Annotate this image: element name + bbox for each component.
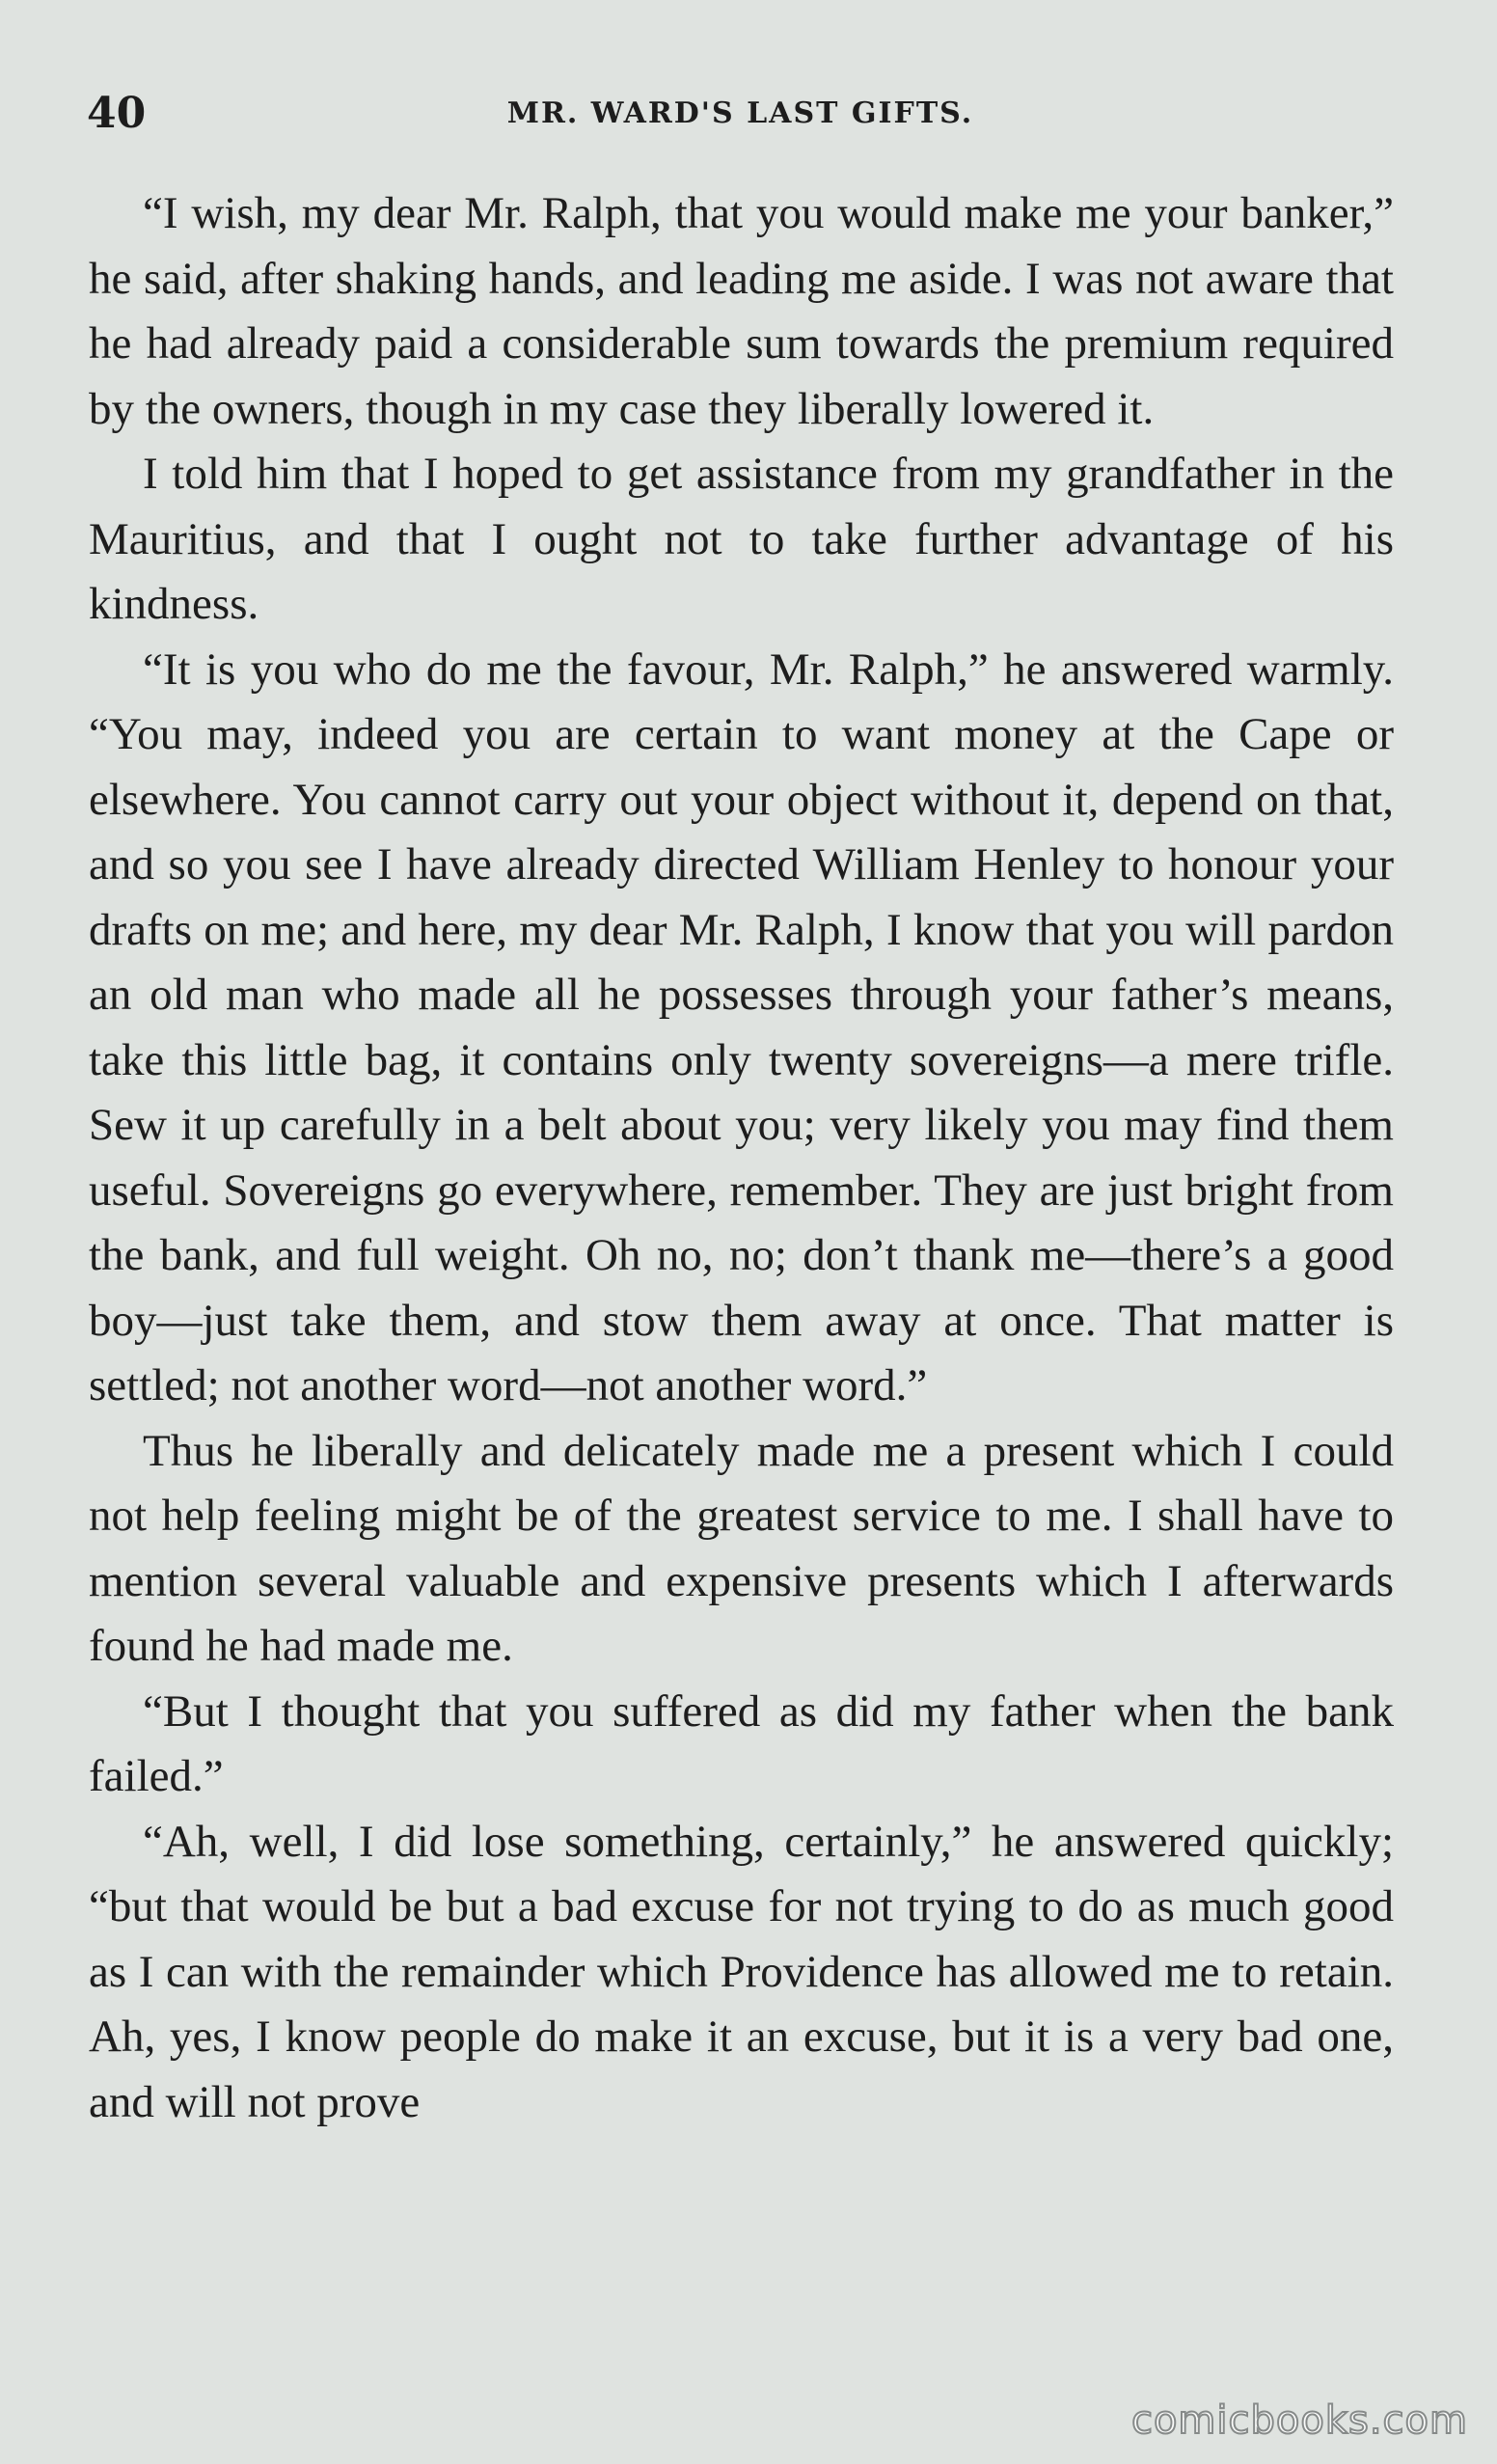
watermark: comicbooks.com: [1130, 2398, 1468, 2443]
page-header: [87, 85, 1394, 143]
paragraph: “Ah, well, I did lose something, certainly,” he answered quickly; “but that would be but a bad excuse for not trying to do as much good as I can with the remainder which Providence has allowed me to retain. Ah, yes, I know people do make it an excuse, but it is a very bad one, and will not prove: [89, 1816, 1394, 2127]
paragraph: I told him that I hoped to get assistance from my grandfather in the Mauritius, and that I ought not to take further advantage of his kindness.: [89, 449, 1394, 629]
paragraph: “It is you who do me the favour, Mr. Ralph,” he answered warmly. “You may, indeed you are certain to want money at the Cape or elsewhere. You cannot carry out your object without it, depend on that, and so you see I have already directed William Henley to honour your drafts on me; and here, my dear Mr. Ralph, I know that you will pardon an old man who made all he possesses through your father’s means, take this little bag, it contains only twenty sovereigns—a mere trifle. Sew it up carefully in a belt about you; very likely you may find them useful. Sovereigns go everywhere, remember. They are just bright from the bank, and full weight. Oh no, no; don’t thank me—there’s a good boy—just take them, and stow them away at once. That matter is settled; not another word—not another word.”: [89, 643, 1394, 1410]
paragraph: “But I thought that you suffered as did my father when the bank failed.”: [89, 1685, 1394, 1801]
paragraph: Thus he liberally and delicately made me a present which I could not help feeling might be of the greatest service to me. I shall have to mention several valuable and expensive presents which I afterwards found he had made me.: [89, 1425, 1394, 1671]
body-text: [89, 181, 1394, 2135]
running-head: MR. WARD'S LAST GIFTS.: [506, 96, 974, 130]
paragraph: “I wish, my dear Mr. Ralph, that you would make me your banker,” he said, after shaking hands, and leading me aside. I was not aware that he had already paid a considerable sum towards the premium required by the owners, though in my case they liberally lowered it.: [89, 188, 1394, 434]
page-number: 40: [87, 89, 147, 138]
